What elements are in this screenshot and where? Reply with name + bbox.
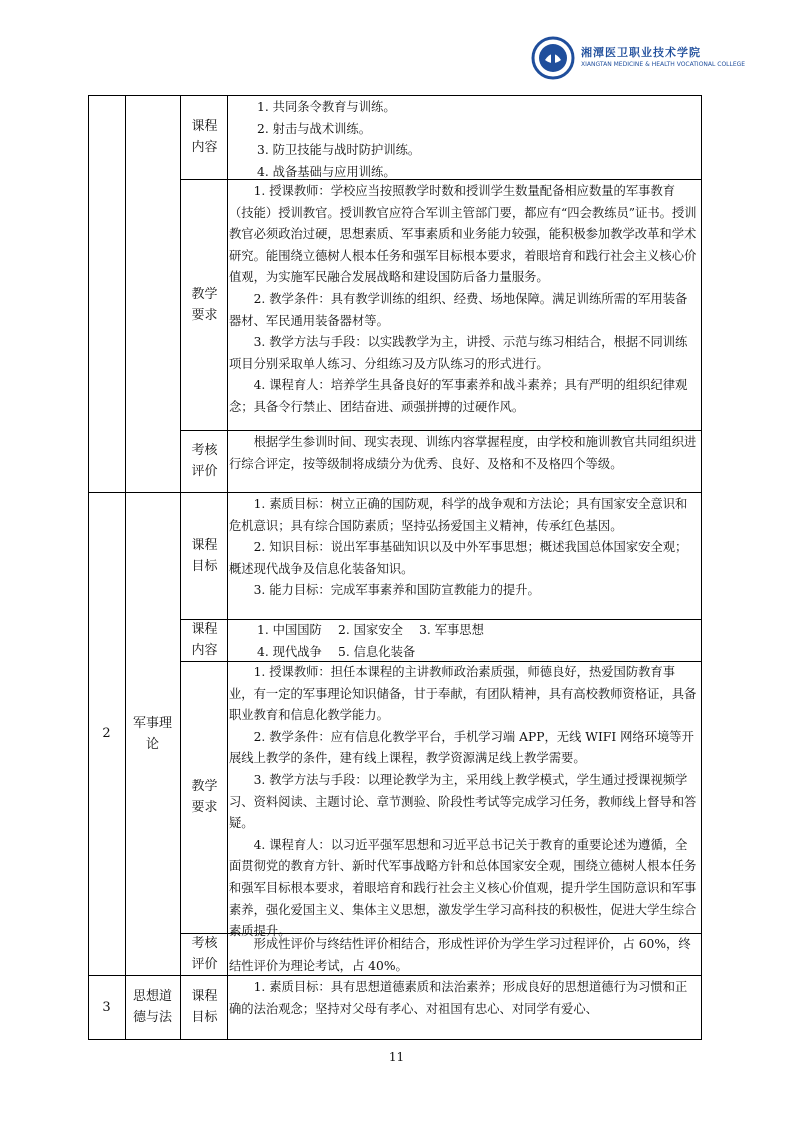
college-name: 湘潭医卫职业技术学院 (581, 46, 701, 59)
row1-requirements (229, 181, 699, 419)
list-item: 2. 射击与战术训练。 (257, 121, 372, 136)
row2-requirements (229, 662, 699, 943)
row2-number: 2 (102, 726, 111, 741)
list-item: 4. 战备基础与应用训练。 (257, 164, 396, 179)
row2-requirement-label: 教学 要求 (191, 779, 218, 815)
paragraph: 3. 教学方法与手段：以实践教学为主，讲授、示范与练习相结合，根据不同训练项目分别采取单人练习、分组练习及方队练习的形式进行。 (229, 335, 688, 371)
paragraph: 根据学生参训时间、现实表现、训练内容掌握程度，由学校和施训教官共同组织进行综合评定，按等级制将成绩分为优秀、良好、及格和不及格四个等级。 (229, 435, 697, 471)
college-emblem-icon (531, 36, 575, 80)
list-item: 1. 中国国防 2. 国家安全 3. 军事思想 (257, 623, 484, 637)
list-item: 3. 防卫技能与战时防护训练。 (257, 143, 421, 158)
row1-evaluation (229, 432, 699, 475)
college-logo (531, 34, 746, 80)
row2-content-label: 课程 内容 (191, 622, 218, 658)
paragraph: 1. 素质目标：树立正确的国防观，科学的战争观和方法论；具有国家安全意识和危机意识；具有综合国防素质；坚持弘扬爱国主义精神，传承红色基因。 (229, 497, 688, 533)
row1-content-list (229, 97, 699, 183)
paragraph: 2. 教学条件：应有信息化教学平台，手机学习端 APP，无线 WIFI 网络环境等开展线上教学的条件，建有线上课程，教学资源满足线上教学需要。 (229, 729, 694, 766)
paragraph: 4. 课程育人：以习近平强军思想和习近平总书记关于教育的重要论述为遵循，全面贯彻党的教育方针、新时代军事战略方针和总体国家安全观，围绕立德树人根本任务和强军目标根本要求，着眼培育和践行社会主义核心价值观，提升学生国防意识和军事素养，强化爱国主义、集体主义思想，激发学生学习高科技的积极性，促进大学生综合素质提升。 (229, 837, 697, 939)
row1-content-label: 课程 内容 (191, 119, 218, 155)
list-item: 1. 共同条令教育与训练。 (257, 100, 396, 114)
list-item: 4. 现代战争 5. 信息化装备 (257, 644, 416, 659)
paragraph: 1. 授课教师：学校应当按照教学时数和授训学生数量配备相应数量的军事教育（技能）授训教官。授训教官应符合军训主管部门要，都应有“四会教练员”证书。授训教官必须政治过硬，思想素质、军事素质和业务能力较强，能积极参加教学改革和学术研究。能围绕立德树人根本任务和强军目标根本要求，着眼培育和践行社会主义核心价值观，为实施军民融合发展战略和建设国防后备力量服务。 (229, 184, 697, 285)
row1-evaluation-label: 考核 评价 (191, 443, 218, 479)
row2-goal-label: 课程 目标 (191, 537, 218, 574)
paragraph: 2. 教学条件：具有教学训练的组织、经费、场地保障。满足训练所需的军用装备器材、军民通用装备器材等。 (229, 291, 688, 328)
row2-evaluation (229, 934, 699, 977)
page-number: 11 (388, 1050, 405, 1064)
paragraph: 4. 课程育人：培养学生具备良好的军事素养和战斗素养；具有严明的组织纪律观念；具备令行禁止、团结奋进、顽强拼搏的过硬作风。 (229, 378, 688, 414)
row3-goals (229, 977, 699, 1020)
row3-goal-label: 课程 目标 (191, 989, 218, 1025)
row2-goals (229, 494, 699, 602)
paragraph: 3. 教学方法与手段：以理论教学为主，采用线上教学模式，学生通过授课视频学习、资料阅读、主题讨论、章节测验、阶段性考试等完成学习任务，教师线上督导和答疑。 (229, 772, 697, 831)
row1-requirement-label: 教学 要求 (191, 286, 218, 323)
paragraph: 1. 素质目标：具有思想道德素质和法治素养；形成良好的思想道德行为习惯和正确的法治观念；坚持对父母有孝心、对祖国有忠心、对同学有爱心、 (229, 980, 688, 1016)
row3-course-name: 思想道 德与法 (132, 989, 172, 1025)
paragraph: 1. 授课教师：担任本课程的主讲教师政治素质强，师德良好，热爱国防教育事业，有一定的军事理论知识储备，甘于奉献，有团队精神，具有高校教师资格证，具备职业教育和信息化教学能力。 (229, 665, 697, 723)
row2-course-name: 军事理 论 (132, 715, 172, 752)
paragraph: 2. 知识目标：说出军事基础知识以及中外军事思想；概述我国总体国家安全观；概述现代战争及信息化装备知识。 (229, 540, 688, 576)
paragraph: 形成性评价与终结性评价相结合，形成性评价为学生学习过程评价，占 60%，终结性评价为理论考试，占 40%。 (229, 937, 691, 973)
paragraph: 3. 能力目标：完成军事素养和国防宣教能力的提升。 (253, 583, 540, 598)
row3-number: 3 (102, 999, 111, 1015)
row2-content-list (229, 620, 699, 663)
row2-evaluation-label: 考核 评价 (191, 936, 218, 972)
college-english-name: XIANGTAN MEDICINE & HEALTH VOCATIONAL COLLEGE (581, 61, 746, 68)
